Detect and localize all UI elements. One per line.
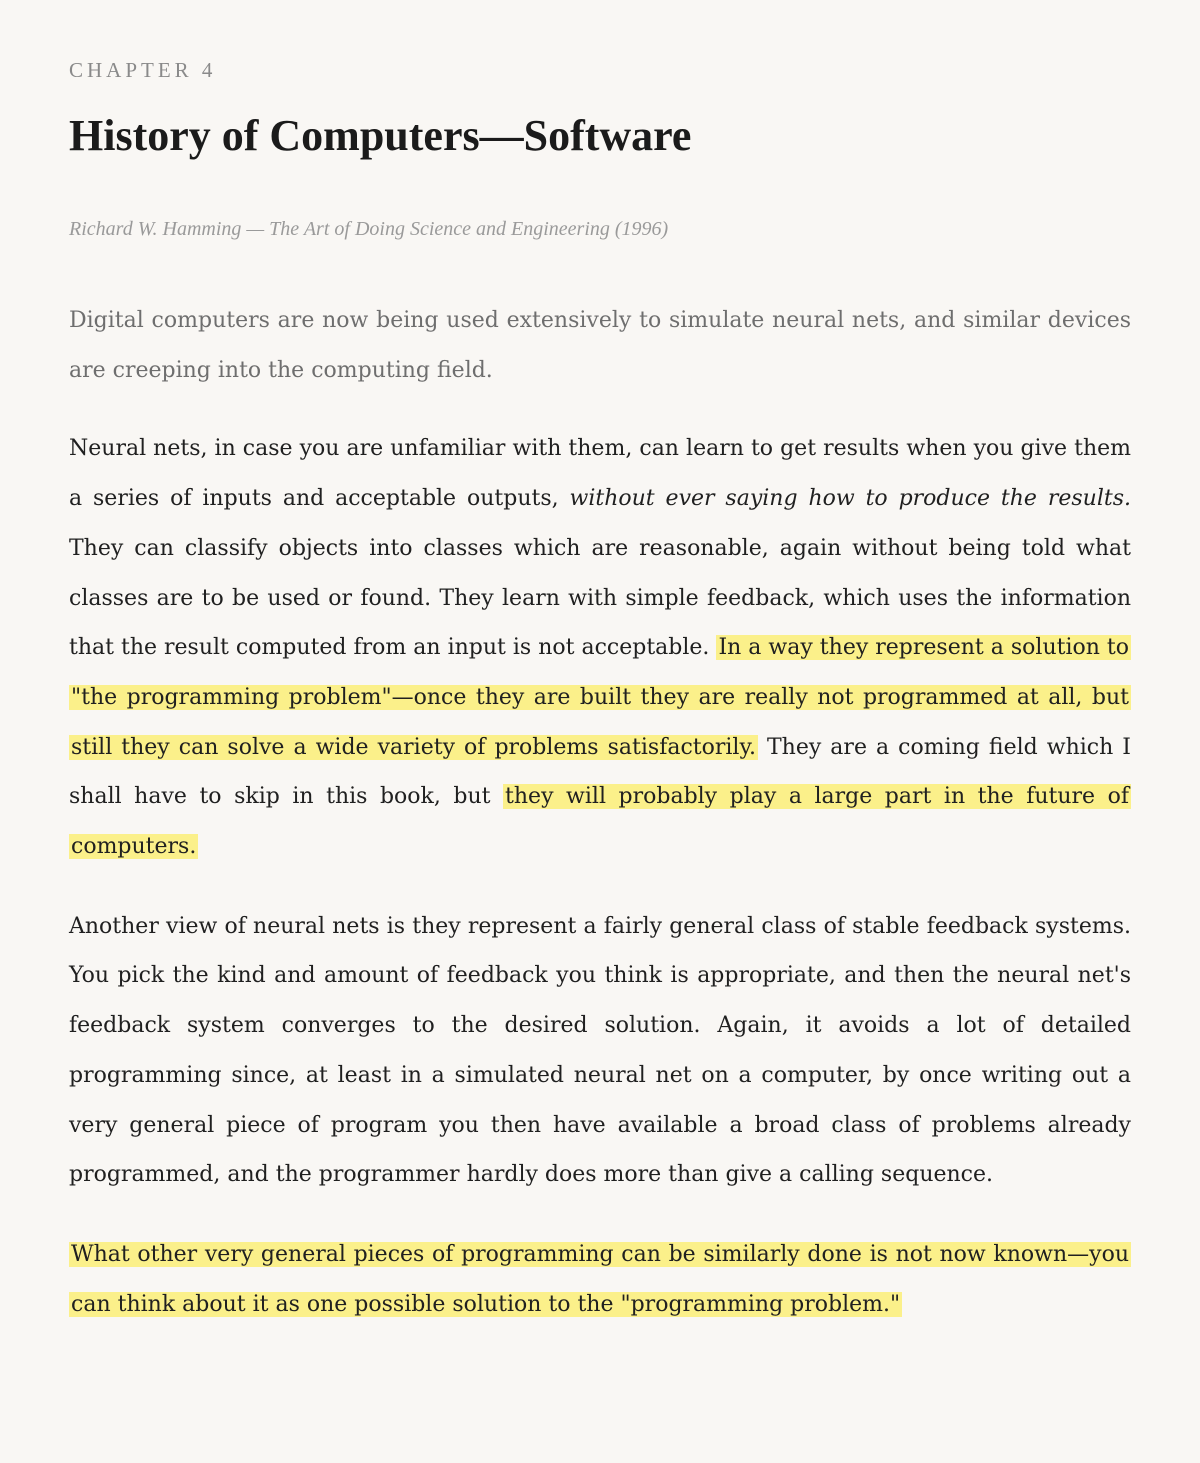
paragraph-text: They can classify objects into classes which are reasonable, again without being told what classes are to be used or found. They learn with simple feedback, which uses the information that the result computed from an input is not acceptable. <box>69 535 1131 661</box>
highlighted-text: In a way they represent a solution to "the programming problem"—once they are built they are really not programmed at all, but still they can solve a wide variety of problems satisfactorily. <box>71 635 1129 760</box>
paragraph-intro: Digital computers are now being used extensively to simulate neural nets, and similar devices are creeping into the computing field. <box>69 308 1131 383</box>
highlighted-text: What other very general pieces of programming can be similarly done is not now known—you can think about it as one possible solution to the "programming problem." <box>71 1241 1129 1317</box>
paragraph-neural-nets <box>69 424 1131 871</box>
paragraph-feedback-systems: Another view of neural nets is they represent a fairly general class of stable feedback systems. You pick the kind and amount of feedback you think is appropriate, and then the neural net's feedback system converges to the desired solution. Again, it avoids a lot of detailed programming since, at least in a simulated neural net on a computer, by once writing out a very general piece of program you then have available a broad class of problems already programmed, and the programmer hardly does more than give a calling sequence. <box>69 913 1131 1188</box>
attribution: Richard W. Hamming — The Art of Doing Science and Engineering (1996) <box>69 218 669 240</box>
italic-text: without ever saying how to produce the results. <box>569 486 1131 512</box>
page-title: History of Computers—Software <box>69 111 692 160</box>
highlighted-text: they will probably play a large part in the future of computers. <box>71 784 1129 860</box>
paragraph-closing <box>69 1230 1131 1329</box>
paragraph-text: Neural nets, in case you are unfamiliar with them, can learn to get results when you give them a series of inputs and acceptable outputs, <box>69 436 1131 512</box>
paragraph-text: They are a coming field which I shall have to skip in this book, but <box>69 734 1131 810</box>
chapter-label: CHAPTER 4 <box>69 58 217 82</box>
